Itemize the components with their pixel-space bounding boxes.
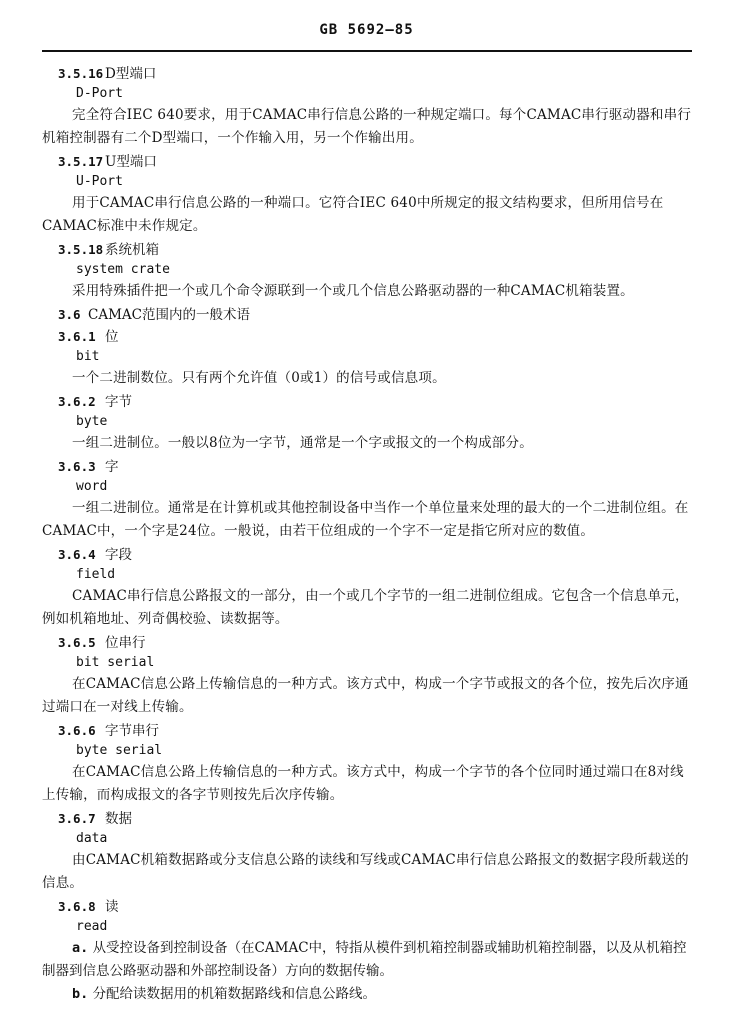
section-heading	[42, 327, 692, 347]
section-number: 3.5.16	[58, 66, 104, 81]
section-heading	[42, 633, 692, 653]
section-title: U型端口	[105, 154, 157, 170]
definition-paragraph: 用于CAMAC串行信息公路的一种端口。它符合IEC 640中所规定的报文结构要求，但所用信号在CAMAC标准中未作规定。	[42, 195, 664, 234]
header-rule	[42, 50, 692, 52]
section-number: 3.6.6	[58, 723, 96, 738]
section-title: 位串行	[105, 635, 146, 651]
item-text: 从受控设备到控制设备（在CAMAC中，特指从模件到机箱控制器或辅助机箱控制器，以及从机箱控制器到信息公路驱动器和外部控制设备）方向的数据传输。	[42, 940, 687, 979]
english-term: bit	[76, 349, 100, 364]
definition-paragraph: 一组二进制位。通常是在计算机或其他控制设备中当作一个单位量来处理的最大的一个二进制位组。在CAMAC中，一个字是24位。一般说，由若干位组成的一个字不一定是指它所对应的数值。	[42, 500, 689, 539]
section-heading	[42, 721, 692, 741]
english-term: byte serial	[76, 743, 163, 758]
section-number: 3.6	[58, 307, 81, 322]
section-heading	[42, 545, 692, 565]
section-heading-major	[42, 305, 692, 325]
section-heading	[42, 64, 692, 84]
section-number: 3.6.5	[58, 635, 96, 650]
item-label: b.	[72, 986, 89, 1002]
definition-paragraph: 采用特殊插件把一个或几个命令源联到一个或几个信息公路驱动器的一种CAMAC机箱装置。	[72, 283, 634, 299]
section-title: CAMAC范围内的一般术语	[88, 307, 250, 323]
section-number: 3.6.1	[58, 329, 96, 344]
english-term: read	[76, 919, 108, 934]
section-number: 3.5.18	[58, 242, 104, 257]
definition-paragraph: 一个二进制数位。只有两个允许值（0或1）的信号或信息项。	[72, 370, 446, 386]
definition-item-b	[42, 983, 692, 1006]
english-term: system crate	[76, 262, 170, 277]
section-number: 3.6.8	[58, 899, 96, 914]
english-term: bit serial	[76, 655, 155, 670]
english-term: U-Port	[76, 174, 123, 189]
section-heading	[42, 240, 692, 260]
section-number: 3.6.4	[58, 547, 96, 562]
definition-paragraph: 在CAMAC信息公路上传输信息的一种方式。该方式中，构成一个字节或报文的各个位，按先后次序通过端口在一对线上传输。	[42, 676, 689, 715]
section-title: D型端口	[105, 66, 157, 82]
section-number: 3.5.17	[58, 154, 104, 169]
english-term: word	[76, 479, 108, 494]
section-number: 3.6.2	[58, 394, 96, 409]
definition-item-a	[42, 937, 692, 983]
definition-paragraph: 在CAMAC信息公路上传输信息的一种方式。该方式中，构成一个字节的各个位同时通过端口在8对线上传输，而构成报文的各字节则按先后次序传输。	[42, 764, 684, 803]
definition-paragraph: 由CAMAC机箱数据路或分支信息公路的读线和写线或CAMAC串行信息公路报文的数据字段所载送的信息。	[42, 852, 689, 891]
standard-code-header: GB 5692—85	[319, 22, 414, 38]
english-term: D-Port	[76, 86, 123, 101]
section-number: 3.6.7	[58, 811, 96, 826]
section-title: 字节	[105, 394, 132, 410]
section-heading	[42, 897, 692, 917]
section-title: 数据	[105, 811, 132, 827]
definition-paragraph: 完全符合IEC 640要求，用于CAMAC串行信息公路的一种规定端口。每个CAMAC串行驱动器和串行机箱控制器有二个D型端口，一个作输入用，另一个作输出用。	[42, 107, 692, 146]
section-title: 字段	[105, 547, 132, 563]
english-term: field	[76, 567, 116, 582]
section-title: 字节串行	[105, 723, 159, 739]
section-title: 系统机箱	[105, 242, 159, 258]
section-title: 读	[105, 899, 119, 915]
item-label: a.	[72, 940, 89, 956]
section-heading	[42, 392, 692, 412]
section-heading	[42, 457, 692, 477]
section-number: 3.6.3	[58, 459, 96, 474]
item-text: 分配给读数据用的机箱数据路线和信息公路线。	[92, 986, 377, 1002]
section-title: 位	[105, 329, 119, 345]
english-term: byte	[76, 414, 108, 429]
section-heading	[42, 152, 692, 172]
definition-paragraph: 一组二进制位。一般以8位为一字节，通常是一个字或报文的一个构成部分。	[72, 435, 533, 451]
english-term: data	[76, 831, 108, 846]
section-title: 字	[105, 459, 119, 475]
section-heading	[42, 809, 692, 829]
definition-paragraph: CAMAC串行信息公路报文的一部分，由一个或几个字节的一组二进制位组成。它包含一个信息单元，例如机箱地址、列奇偶校验、读数据等。	[42, 588, 689, 627]
document-body	[42, 62, 692, 1006]
